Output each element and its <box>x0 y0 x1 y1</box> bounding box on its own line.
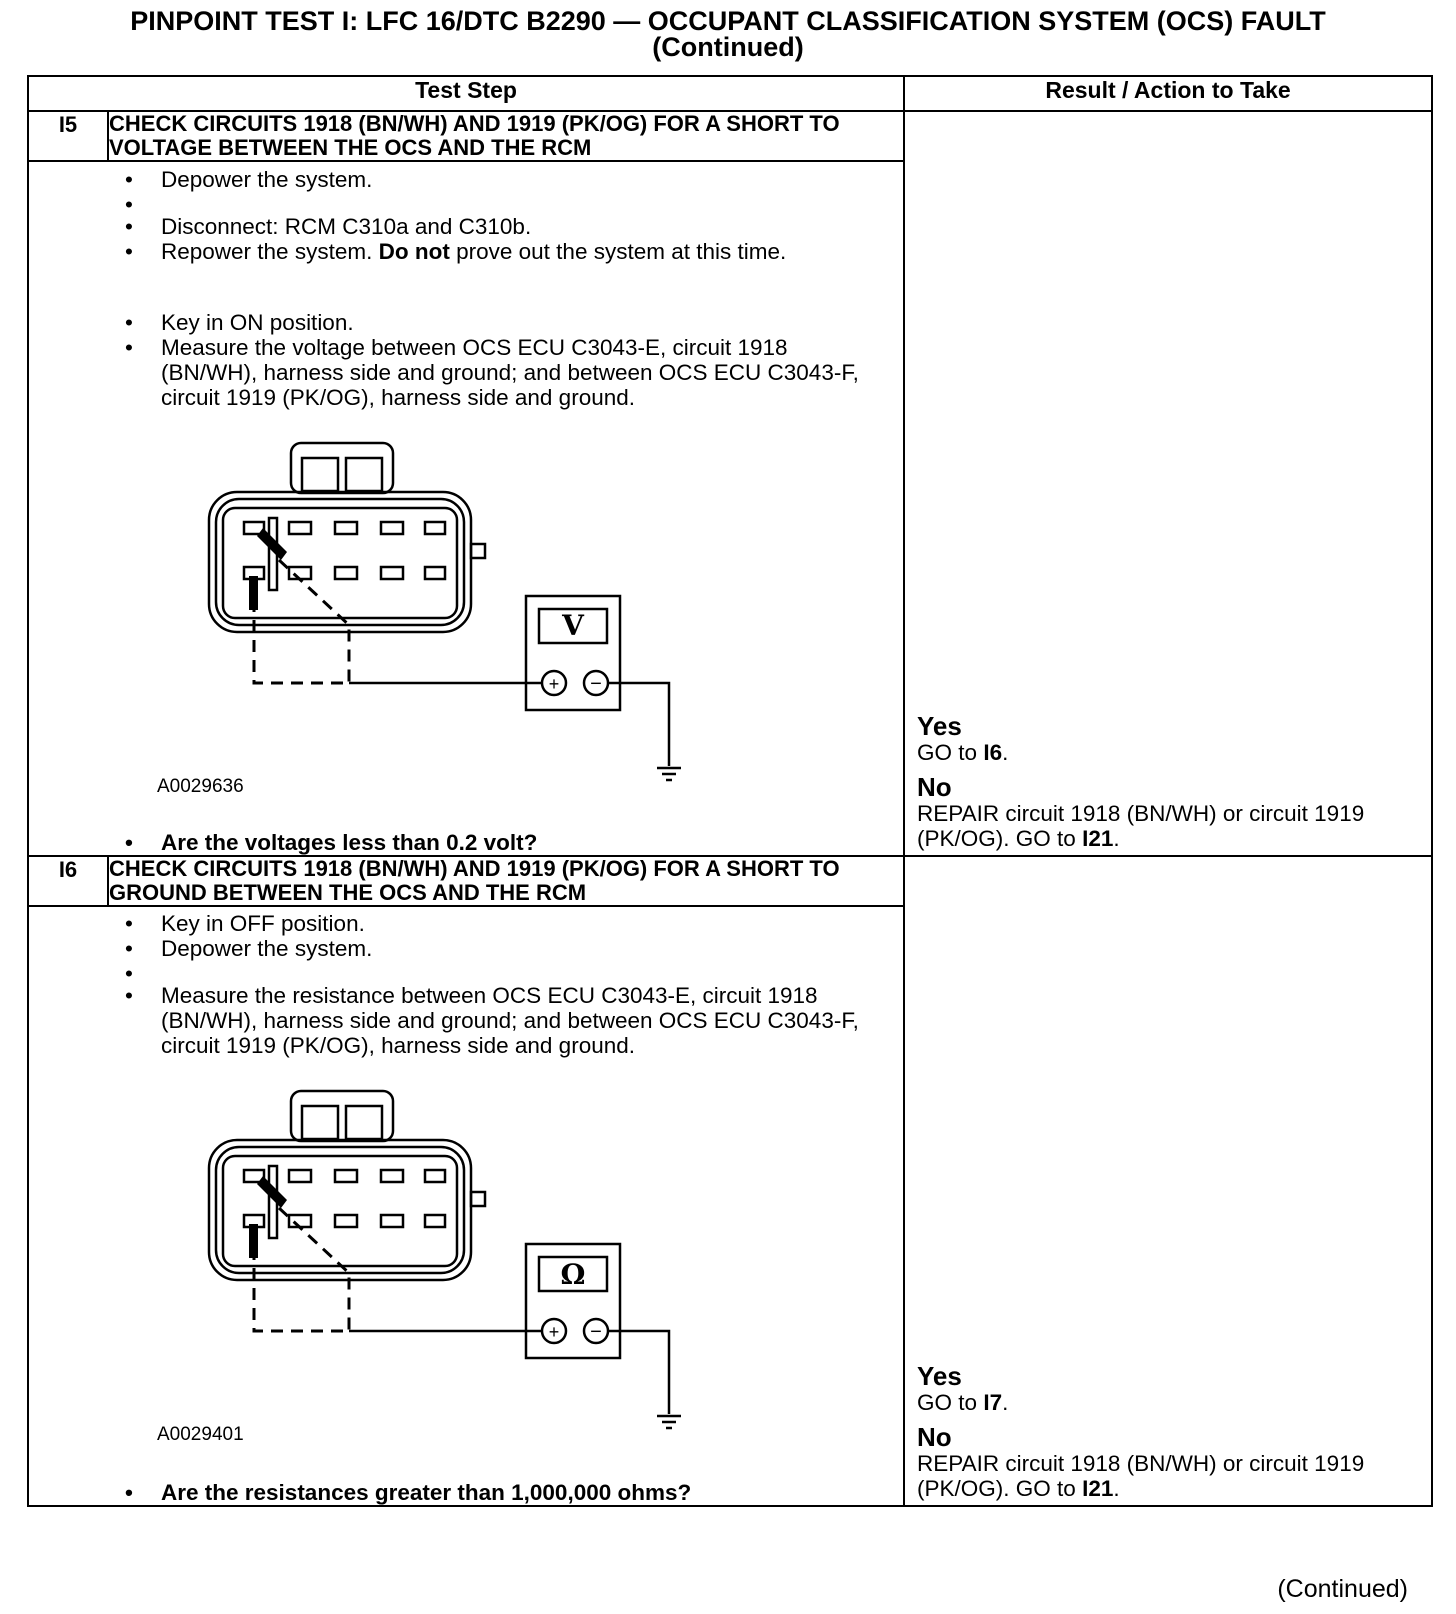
page-title <box>0 8 1456 60</box>
step-i6-title: CHECK CIRCUITS 1918 (BN/WH) AND 1919 (PK/OG) FOR A SHORT TO GROUND BETWEEN THE OCS AND THE RCM <box>108 856 904 906</box>
svg-text:−: − <box>590 673 602 695</box>
spacer <box>29 192 903 214</box>
repower-text: Repower the system. <box>161 239 373 264</box>
step-i6-question: • Are the resistances greater than 1,000,000 ohms? <box>29 1480 903 1505</box>
step-i5-no-label: No <box>917 772 952 802</box>
step-i5-bullets-2 <box>29 310 903 410</box>
list-item: • Disconnect: RCM C310a and C310b. <box>29 214 903 239</box>
spacer <box>29 961 903 983</box>
step-i6-title-row <box>28 856 1432 906</box>
step-i6-figure-id: A0029401 <box>157 1424 244 1445</box>
step-i5-no-action: REPAIR circuit 1918 (BN/WH) or circuit 1919 (PK/OG). GO to I21. <box>917 801 1365 851</box>
step-i5-id: I5 <box>28 111 108 161</box>
list-item: • Key in OFF position. <box>29 911 903 936</box>
step-i6-yes-target: I7 <box>983 1390 1003 1415</box>
svg-text:+: + <box>548 674 560 694</box>
step-i5-body <box>28 161 904 856</box>
step-i6-yes-text: GO to <box>917 1390 978 1415</box>
step-i6-no-label: No <box>917 1422 952 1452</box>
header-result: Result / Action to Take <box>904 76 1432 111</box>
repower-bold: Do not <box>378 239 450 264</box>
step-i5-no-text: REPAIR circuit 1918 (BN/WH) or circuit 1919 (PK/OG). GO to <box>917 801 1365 851</box>
step-i5-yes-action: GO to I6. <box>917 740 1009 765</box>
step-i5-question-list <box>29 830 903 855</box>
step-i6-body <box>28 906 904 1506</box>
table-header-row <box>28 76 1432 111</box>
pinpoint-test-table <box>27 75 1433 1507</box>
step-i6-figure <box>29 1058 903 1480</box>
step-i5-question: • Are the voltages less than 0.2 volt? <box>29 830 903 855</box>
step-i5-result-block <box>917 712 1421 851</box>
step-i6-no-action: REPAIR circuit 1918 (BN/WH) or circuit 1919 (PK/OG). GO to I21. <box>917 1451 1365 1501</box>
list-item: • Measure the voltage between OCS ECU C3043-E, circuit 1918 (BN/WH), harness side and ground; and between OCS ECU C3043-F, circuit 1919 (PK/OG), harness side and ground. <box>29 335 903 410</box>
title-line-2: (Continued) <box>652 32 804 62</box>
step-i5-figure-id: A0029636 <box>157 776 244 797</box>
step-i6-no-target: I21 <box>1082 1476 1114 1501</box>
spacer <box>29 264 903 310</box>
svg-text:+: + <box>548 1322 560 1342</box>
title-line-1: PINPOINT TEST I: LFC 16/DTC B2290 — OCCUPANT CLASSIFICATION SYSTEM (OCS) FAULT <box>130 6 1326 36</box>
list-item: • Measure the resistance between OCS ECU C3043-E, circuit 1918 (BN/WH), harness side and ground; and between OCS ECU C3043-F, circuit 1919 (PK/OG), harness side and ground. <box>29 983 903 1058</box>
step-i6-question-list <box>29 1480 903 1505</box>
step-i6-no-text: REPAIR circuit 1918 (BN/WH) or circuit 1919 (PK/OG). GO to <box>917 1451 1365 1501</box>
list-item: • Key in ON position. <box>29 310 903 335</box>
header-test-step: Test Step <box>28 76 904 111</box>
step-i6-result-block <box>917 1362 1421 1501</box>
step-i6-yes-action: GO to I7. <box>917 1390 1009 1415</box>
repower-text-post: prove out the system at this time. <box>456 239 787 264</box>
step-i6-yes-label: Yes <box>917 1361 962 1391</box>
step-i5-yes-target: I6 <box>983 740 1003 765</box>
step-i5-yes-label: Yes <box>917 711 962 741</box>
list-item <box>29 239 903 264</box>
step-i5-no-target: I21 <box>1082 826 1114 851</box>
step-i5-title-row <box>28 111 1432 161</box>
step-i5-yes-text: GO to <box>917 740 978 765</box>
step-i6-id: I6 <box>28 856 108 906</box>
connector-ohmmeter-diagram <box>29 1058 729 1480</box>
meter-symbol-v: V <box>562 609 584 642</box>
footer-continued: (Continued) <box>1277 1575 1408 1603</box>
list-item: • Depower the system. <box>29 936 903 961</box>
meter-symbol-ohm: Ω <box>560 1258 586 1291</box>
step-i6-result <box>904 856 1432 1506</box>
step-i5-bullets <box>29 167 903 264</box>
step-i5-figure <box>29 410 903 830</box>
connector-voltmeter-diagram <box>29 410 729 830</box>
step-i6-bullets <box>29 911 903 1058</box>
step-i5-result <box>904 111 1432 856</box>
step-i5-title: CHECK CIRCUITS 1918 (BN/WH) AND 1919 (PK/OG) FOR A SHORT TO VOLTAGE BETWEEN THE OCS AND THE RCM <box>108 111 904 161</box>
svg-text:−: − <box>590 1321 602 1343</box>
list-item: • Depower the system. <box>29 167 903 192</box>
